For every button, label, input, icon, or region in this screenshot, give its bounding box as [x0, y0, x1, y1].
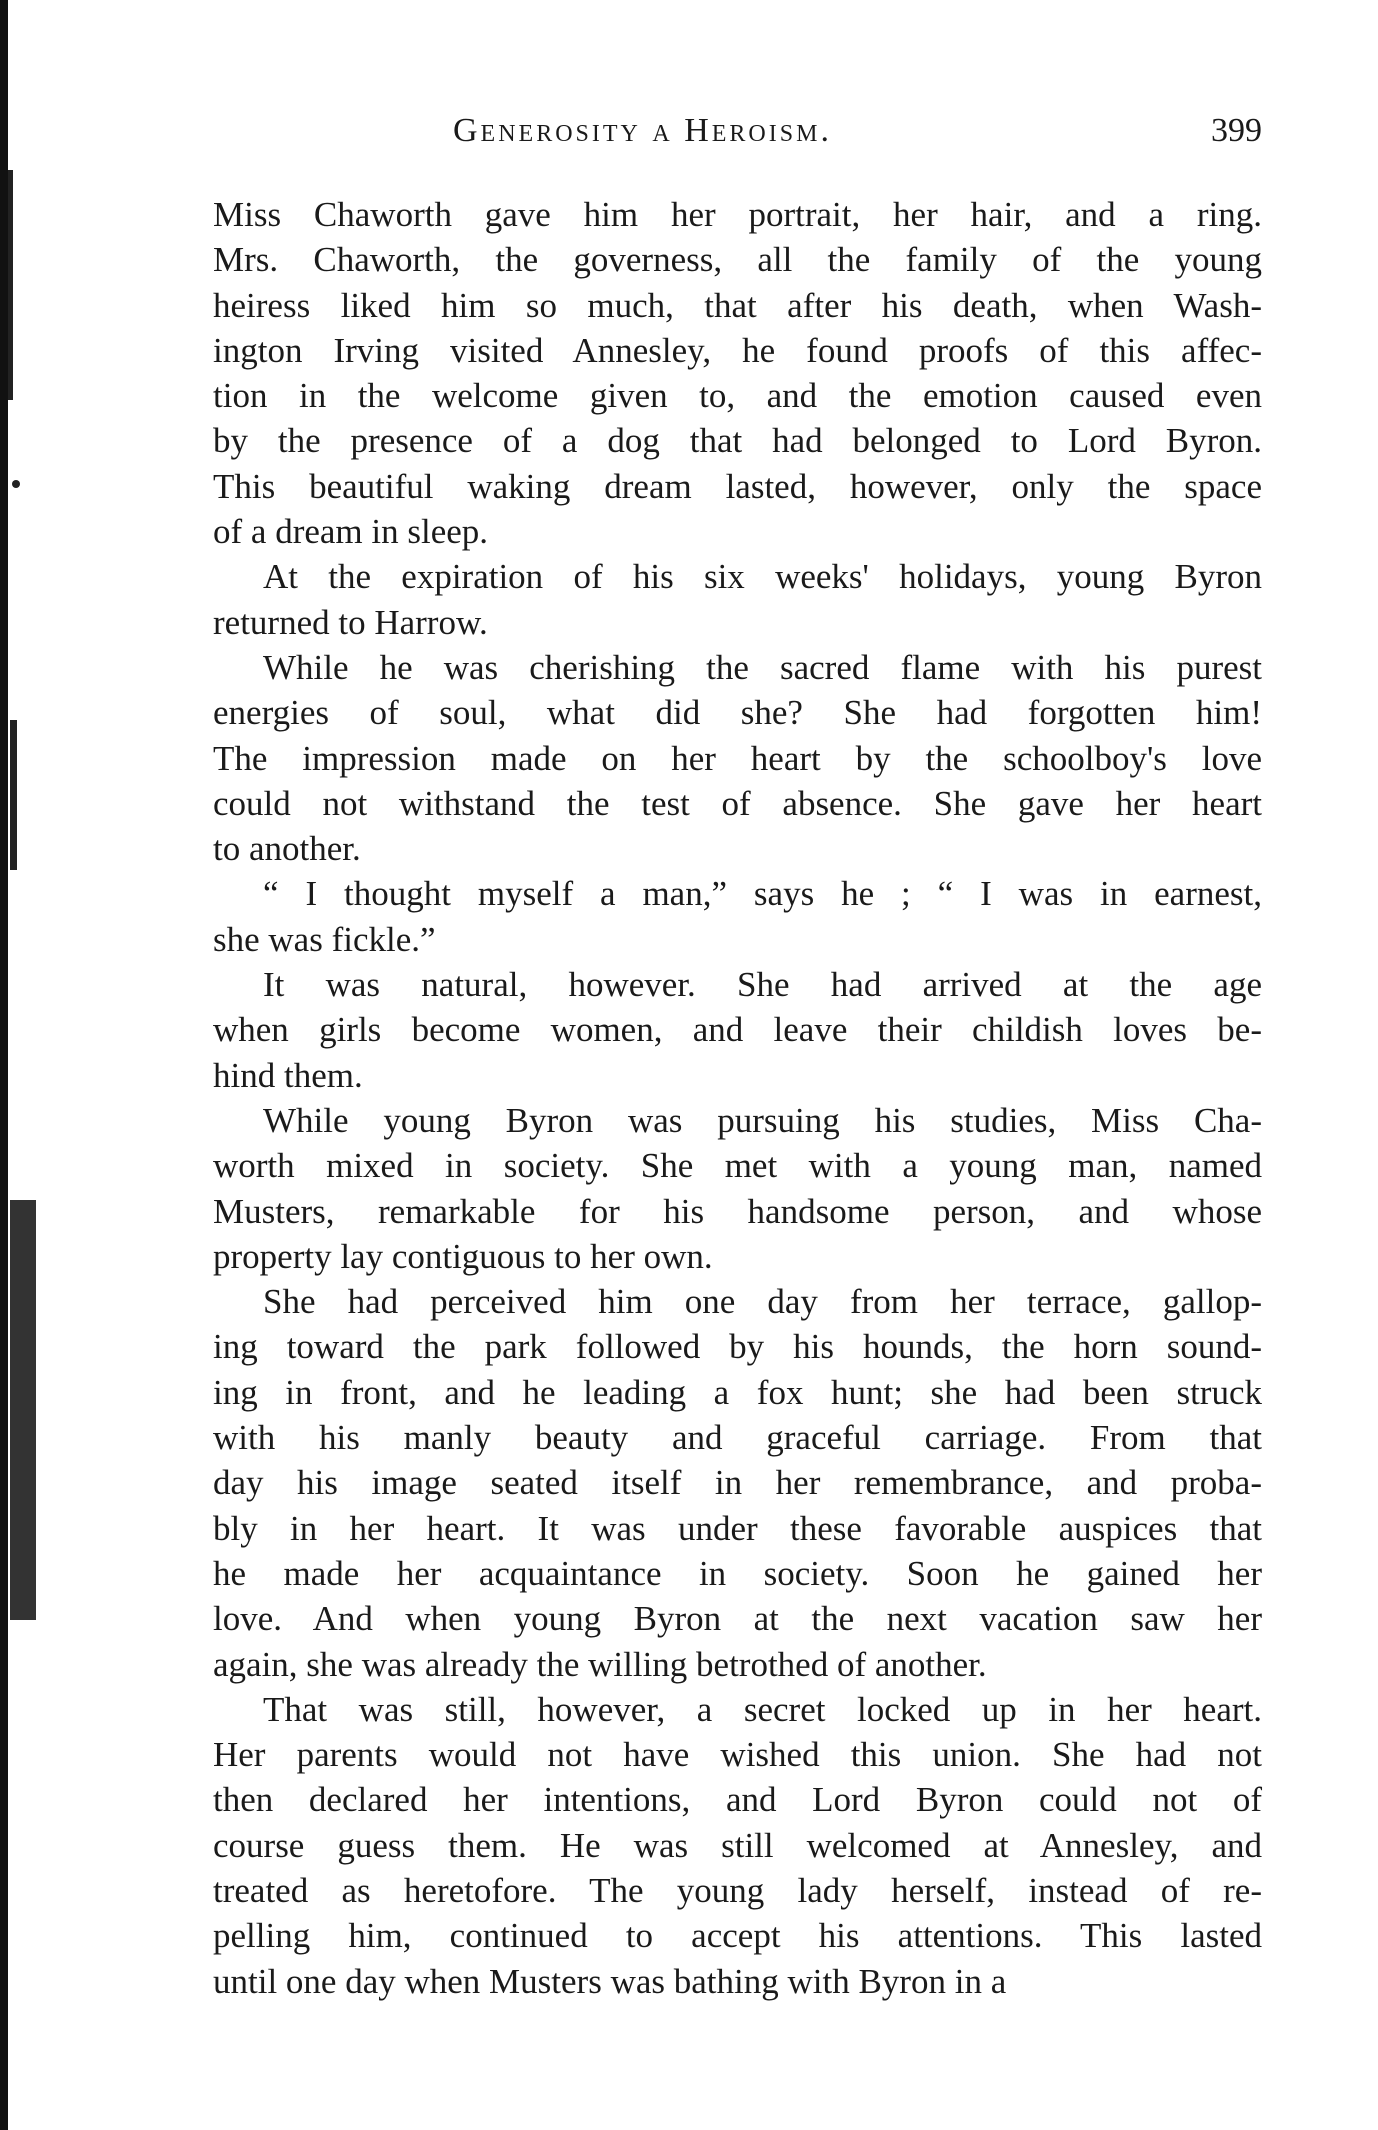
- text-line: ing toward the park followed by his hounds, the horn sound-: [213, 1327, 1262, 1367]
- text-line: While young Byron was pursuing his studies, Miss Cha-: [263, 1100, 1262, 1140]
- text-line: she was fickle.”: [213, 919, 436, 959]
- text-line: energies of soul, what did she? She had forgotten him!: [213, 693, 1262, 733]
- text-line: with his manly beauty and graceful carriage. From that: [213, 1418, 1262, 1458]
- text-line: he made her acquaintance in society. Soon he gained her: [213, 1553, 1262, 1593]
- scan-mark: [10, 720, 17, 870]
- text-line: love. And when young Byron at the next vacation saw her: [213, 1599, 1262, 1639]
- paragraph: [213, 1687, 1262, 2004]
- paragraph: [213, 192, 1262, 554]
- paragraph: [213, 871, 1262, 962]
- text-line: property lay contiguous to her own.: [213, 1236, 713, 1276]
- paragraph: [213, 962, 1262, 1098]
- scan-mark: [8, 170, 13, 400]
- text-line: While he was cherishing the sacred flame with his purest: [263, 647, 1262, 687]
- text-line: tion in the welcome given to, and the emotion caused even: [213, 376, 1262, 416]
- page-header: [213, 112, 1262, 160]
- text-line: returned to Harrow.: [213, 602, 488, 642]
- paragraph: [213, 645, 1262, 871]
- text-line: when girls become women, and leave their childish loves be-: [213, 1010, 1262, 1050]
- scan-mark: [10, 1200, 36, 1620]
- text-line: That was still, however, a secret locked up in her heart.: [263, 1689, 1262, 1729]
- text-line: until one day when Musters was bathing with Byron in a: [213, 1961, 1007, 2001]
- text-line: could not withstand the test of absence. She gave her heart: [213, 783, 1262, 823]
- page-body: [213, 192, 1262, 2004]
- scan-mark: [12, 480, 20, 488]
- text-line: Miss Chaworth gave him her portrait, her hair, and a ring.: [213, 195, 1262, 234]
- text-line: treated as heretofore. The young lady herself, instead of re-: [213, 1870, 1262, 1910]
- text-line: to another.: [213, 829, 361, 869]
- paragraph: [213, 1098, 1262, 1279]
- paragraph: [213, 1279, 1262, 1687]
- text-line: course guess them. He was still welcomed at Annesley, and: [213, 1825, 1262, 1865]
- text-line: hind them.: [213, 1055, 363, 1095]
- text-line: Her parents would not have wished this union. She had not: [213, 1735, 1262, 1775]
- text-line: Mrs. Chaworth, the governess, all the family of the young: [213, 240, 1262, 280]
- scan-edge: [0, 0, 8, 2130]
- page-number: 399: [1211, 112, 1262, 149]
- text-line: again, she was already the willing betrothed of another.: [213, 1644, 987, 1684]
- text-line: worth mixed in society. She met with a young man, named: [213, 1146, 1262, 1186]
- text-line: then declared her intentions, and Lord Byron could not of: [213, 1780, 1262, 1820]
- text-line: The impression made on her heart by the schoolboy's love: [213, 738, 1262, 778]
- text-line: by the presence of a dog that had belonged to Lord Byron.: [213, 421, 1262, 461]
- text-line: She had perceived him one day from her terrace, gallop-: [263, 1282, 1262, 1322]
- text-line: day his image seated itself in her remembrance, and proba-: [213, 1463, 1262, 1503]
- running-title: Generosity a Heroism.: [453, 112, 832, 149]
- text-line: bly in her heart. It was under these favorable auspices that: [213, 1508, 1262, 1548]
- text-line: This beautiful waking dream lasted, however, only the space: [213, 466, 1262, 506]
- text-line: ing in front, and he leading a fox hunt; she had been struck: [213, 1372, 1262, 1412]
- text-line: Musters, remarkable for his handsome person, and whose: [213, 1191, 1262, 1231]
- text-line: heiress liked him so much, that after his death, when Wash-: [213, 285, 1262, 325]
- text-line: At the expiration of his six weeks' holidays, young Byron: [263, 557, 1262, 597]
- text-line: of a dream in sleep.: [213, 512, 489, 552]
- text-line: It was natural, however. She had arrived at the age: [263, 965, 1262, 1005]
- text-line: “ I thought myself a man,” says he ; “ I was in earnest,: [263, 874, 1262, 914]
- text-line: ington Irving visited Annesley, he found proofs of this affec-: [213, 330, 1262, 370]
- paragraph: [213, 554, 1262, 645]
- text-line: pelling him, continued to accept his attentions. This lasted: [213, 1916, 1262, 1956]
